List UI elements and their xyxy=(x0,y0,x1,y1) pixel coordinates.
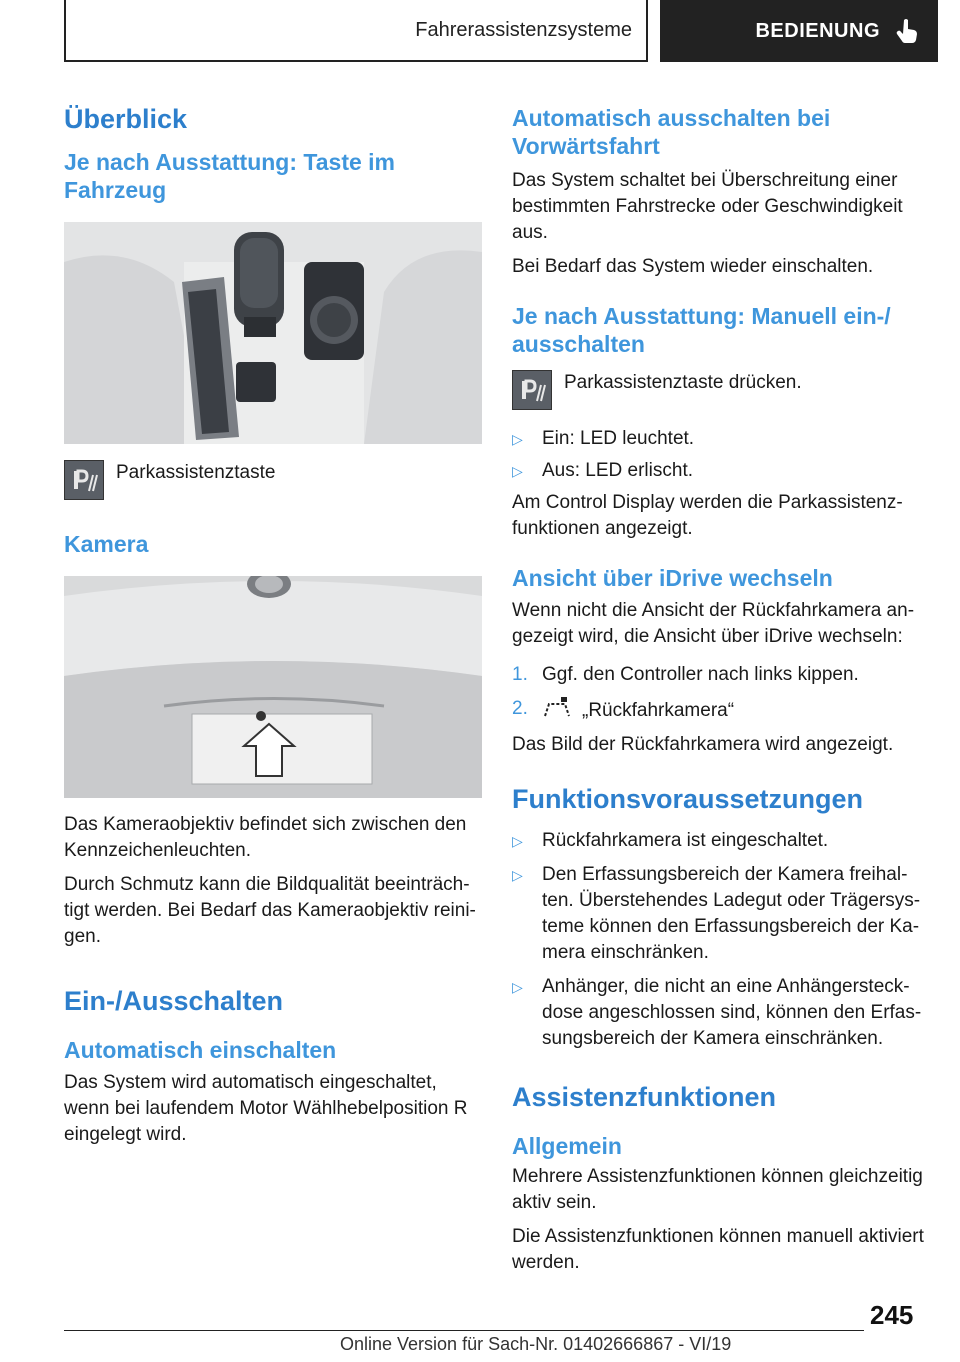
list-item: ▷ Aus: LED erlischt. xyxy=(512,458,932,484)
rear-camera-photo xyxy=(64,576,482,798)
triangle-bullet-icon: ▷ xyxy=(512,431,523,447)
parking-assist-icon xyxy=(64,460,104,500)
taste-caption: Parkassistenztaste xyxy=(116,462,276,483)
header-chapter-tab xyxy=(660,0,938,62)
heading-assistenzfunktionen: Assistenzfunktionen xyxy=(512,1082,777,1112)
automatisch-ausschalten-text-2: Bei Bedarf das System wieder einschalten. xyxy=(512,256,874,277)
heading-allgemein: Allgemein xyxy=(512,1133,622,1159)
kamera-text-2: Durch Schmutz kann die Bildqualität beeinträchtigt werden. Bei Bedarf das Kameraobjektiv reinigen. xyxy=(64,874,476,947)
header-chapter-title: BEDIENUNG xyxy=(755,19,880,42)
triangle-bullet-icon: ▷ xyxy=(512,463,523,479)
ansicht-result: Das Bild der Rückfahrkamera wird angezeigt. xyxy=(512,734,894,755)
heading-ein-ausschalten: Ein-/Ausschalten xyxy=(64,986,284,1016)
heading-manuell-ein-aus: Je nach Ausstattung: Manuell ein-/ ausschalten xyxy=(512,303,891,357)
list-item: 2. „Rückfahrkamera“ xyxy=(512,698,735,721)
parking-assist-icon xyxy=(512,370,552,410)
manuell-list xyxy=(512,426,932,484)
triangle-bullet-icon: ▷ xyxy=(512,867,523,883)
list-item: 1. Ggf. den Controller nach links kippen. xyxy=(512,662,932,688)
triangle-bullet-icon: ▷ xyxy=(512,833,523,849)
funktion-list xyxy=(512,828,932,1052)
automatisch-ausschalten-text-1: Das System schaltet bei Überschreitung einer bestimmten Fahrstrecke oder Geschwindigkeit aus. xyxy=(512,170,903,243)
rear-camera-icon xyxy=(542,696,572,718)
list-item: ▷ Anhänger, die nicht an eine Anhängersteckdose angeschlossen sind, können den Erfassungsbereich der Kamera einschränken. xyxy=(512,976,922,1049)
heading-ansicht-idrive: Ansicht über iDrive wechseln xyxy=(512,565,833,591)
manuell-text: Am Control Display werden die Parkassistenzfunktionen angezeigt. xyxy=(512,492,903,539)
center-console-photo xyxy=(64,222,482,444)
heading-kamera: Kamera xyxy=(64,531,149,557)
triangle-bullet-icon: ▷ xyxy=(512,979,523,995)
allgemein-text-1: Mehrere Assistenzfunktionen können gleichzeitig aktiv sein. xyxy=(512,1166,923,1213)
list-item: ▷ Den Erfassungsbereich der Kamera freihalten. Überstehendes Ladegut oder Trägersysteme können den Erfassungsbereich der Kamera einschränken. xyxy=(512,864,921,963)
footer-text: Online Version für Sach-Nr. 01402666867 - VI/19 xyxy=(340,1334,732,1354)
step-number: 1. xyxy=(512,664,528,685)
step-number: 2. xyxy=(512,698,528,719)
heading-funktionsvoraussetzungen: Funktionsvoraussetzungen xyxy=(512,784,864,814)
automatisch-einschalten-text: Das System wird automatisch eingeschaltet, wenn bei laufendem Motor Wählhebelposition R eingelegt wird. xyxy=(64,1072,468,1145)
list-item: ▷ Rückfahrkamera ist eingeschaltet. xyxy=(512,828,932,854)
heading-taste-im-fahrzeug: Je nach Ausstattung: Taste im Fahrzeug xyxy=(64,149,396,203)
right-column xyxy=(512,100,932,1276)
manuell-icon-row xyxy=(512,370,932,410)
ansicht-steps xyxy=(512,662,932,724)
heading-ueberblick: Überblick xyxy=(64,104,188,134)
heading-automatisch-ausschalten: Automatisch ausschalten bei Vorwärtsfahrt xyxy=(512,105,831,159)
manuell-icon-text: Parkassistenztaste drücken. xyxy=(564,372,802,393)
page-number: 245 xyxy=(870,1300,914,1330)
list-item: ▷ Ein: LED leuchtet. xyxy=(512,426,932,452)
header-section-tab xyxy=(64,0,648,62)
taste-caption-row xyxy=(64,460,482,500)
allgemein-text-2: Die Assistenzfunktionen können manuell aktiviert werden. xyxy=(512,1226,924,1273)
kamera-text-1: Das Kameraobjektiv befindet sich zwischen den Kennzeichenleuchten. xyxy=(64,814,467,861)
footer-divider xyxy=(64,1330,864,1331)
left-column xyxy=(64,100,482,1148)
ansicht-text: Wenn nicht die Ansicht der Rückfahrkamera angezeigt wird, die Ansicht über iDrive wechseln: xyxy=(512,600,915,647)
heading-automatisch-einschalten: Automatisch einschalten xyxy=(64,1037,337,1063)
hand-pointer-icon xyxy=(896,18,918,44)
header-section-title: Fahrerassistenzsysteme xyxy=(415,18,632,41)
